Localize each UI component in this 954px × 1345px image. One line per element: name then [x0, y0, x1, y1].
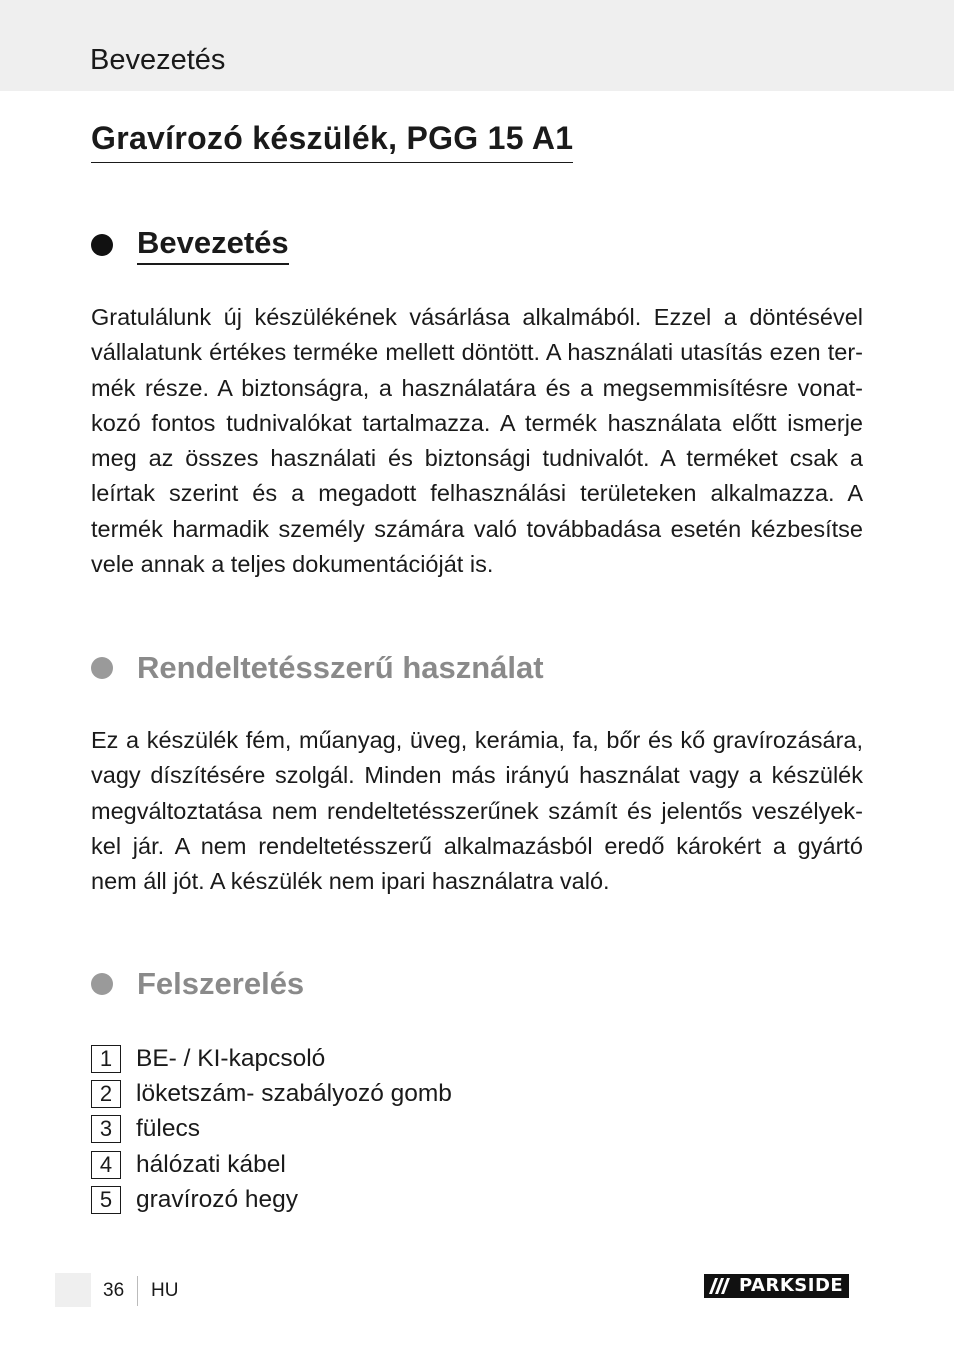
paragraph-line: Gratulálunk új készülékének vásárlása alkalmából. Ezzel a döntésével [91, 304, 863, 330]
section-title-equipment: Felszerelés [137, 966, 305, 1001]
section-heading-introduction [91, 225, 289, 265]
part-number-box: 2 [91, 1080, 121, 1108]
section-bullet-icon [91, 234, 113, 256]
part-number-box: 5 [91, 1186, 121, 1214]
paragraph-line: kozó fontos tudnivalókat tartalmazza. A termék használata előtt ismerje [91, 409, 863, 436]
part-label: hálózati kábel [136, 1150, 286, 1178]
paragraph-line: nem áll jót. A készülék nem ipari használatra való. [91, 868, 610, 895]
paragraph-line: vagy díszítésére szolgál. Minden más irányú használat vagy a készülék [91, 762, 863, 789]
paragraph-line: Ez a készülék fém, műanyag, üveg, kerámia, fa, bőr és kő gravírozására, [91, 727, 863, 753]
brand-logo [704, 1274, 849, 1298]
section-bullet-icon [91, 973, 113, 995]
introduction-paragraph [91, 300, 863, 582]
footer-marker [55, 1273, 91, 1307]
part-label: BE- / KI-kapcsoló [136, 1044, 326, 1072]
paragraph-line: vállalatunk értékes terméke mellett döntött. A használati utasítás ezen ter- [91, 339, 863, 366]
part-label: löketszám- szabályozó gomb [136, 1079, 452, 1107]
brand-name: PARKSIDE [734, 1274, 849, 1298]
intended-use-paragraph [91, 723, 863, 899]
part-label: fülecs [136, 1115, 201, 1143]
list-item [91, 1182, 452, 1217]
paragraph-line: leírtak szerint és a megadott felhasználási területeken alkalmazza. A [91, 480, 863, 507]
section-title-intended-use: Rendeltetésszerű használat [137, 650, 544, 685]
list-item [91, 1041, 452, 1076]
brand-stripes-icon [704, 1274, 734, 1298]
paragraph-line: mék része. A biztonságra, a használatára és a megsemmisítésre vonat- [91, 374, 863, 401]
footer-divider [137, 1276, 138, 1306]
section-heading-equipment [91, 964, 304, 1004]
page-number: 36 [103, 1280, 125, 1301]
paragraph-line: termék harmadik személy számára való továbbadása esetén kézbesítse [91, 515, 863, 542]
header-section-title: Bevezetés [90, 44, 226, 76]
paragraph-line: meg az összes használati és biztonsági tudnivalót. A terméket csak a [91, 445, 863, 472]
section-heading-intended-use [91, 648, 544, 688]
part-number-box: 1 [91, 1045, 121, 1073]
list-item [91, 1112, 452, 1147]
part-number-box: 3 [91, 1115, 121, 1143]
parts-list [91, 1041, 452, 1217]
part-label: gravírozó hegy [136, 1185, 299, 1213]
header-bar [0, 0, 954, 91]
document-title: Gravírozó készülék, PGG 15 A1 [91, 120, 573, 163]
paragraph-line: kel jár. A nem rendeltetésszerű alkalmazásból eredő károkért a gyártó [91, 832, 863, 859]
part-number-box: 4 [91, 1151, 121, 1179]
list-item [91, 1147, 452, 1182]
paragraph-line: vele annak a teljes dokumentációját is. [91, 551, 494, 578]
paragraph-line: megváltoztatása nem rendeltetésszerűnek számít és jelentős veszélyek- [91, 797, 863, 824]
section-title-introduction: Bevezetés [137, 225, 289, 265]
section-bullet-icon [91, 657, 113, 679]
language-code: HU [151, 1280, 179, 1301]
list-item [91, 1076, 452, 1111]
